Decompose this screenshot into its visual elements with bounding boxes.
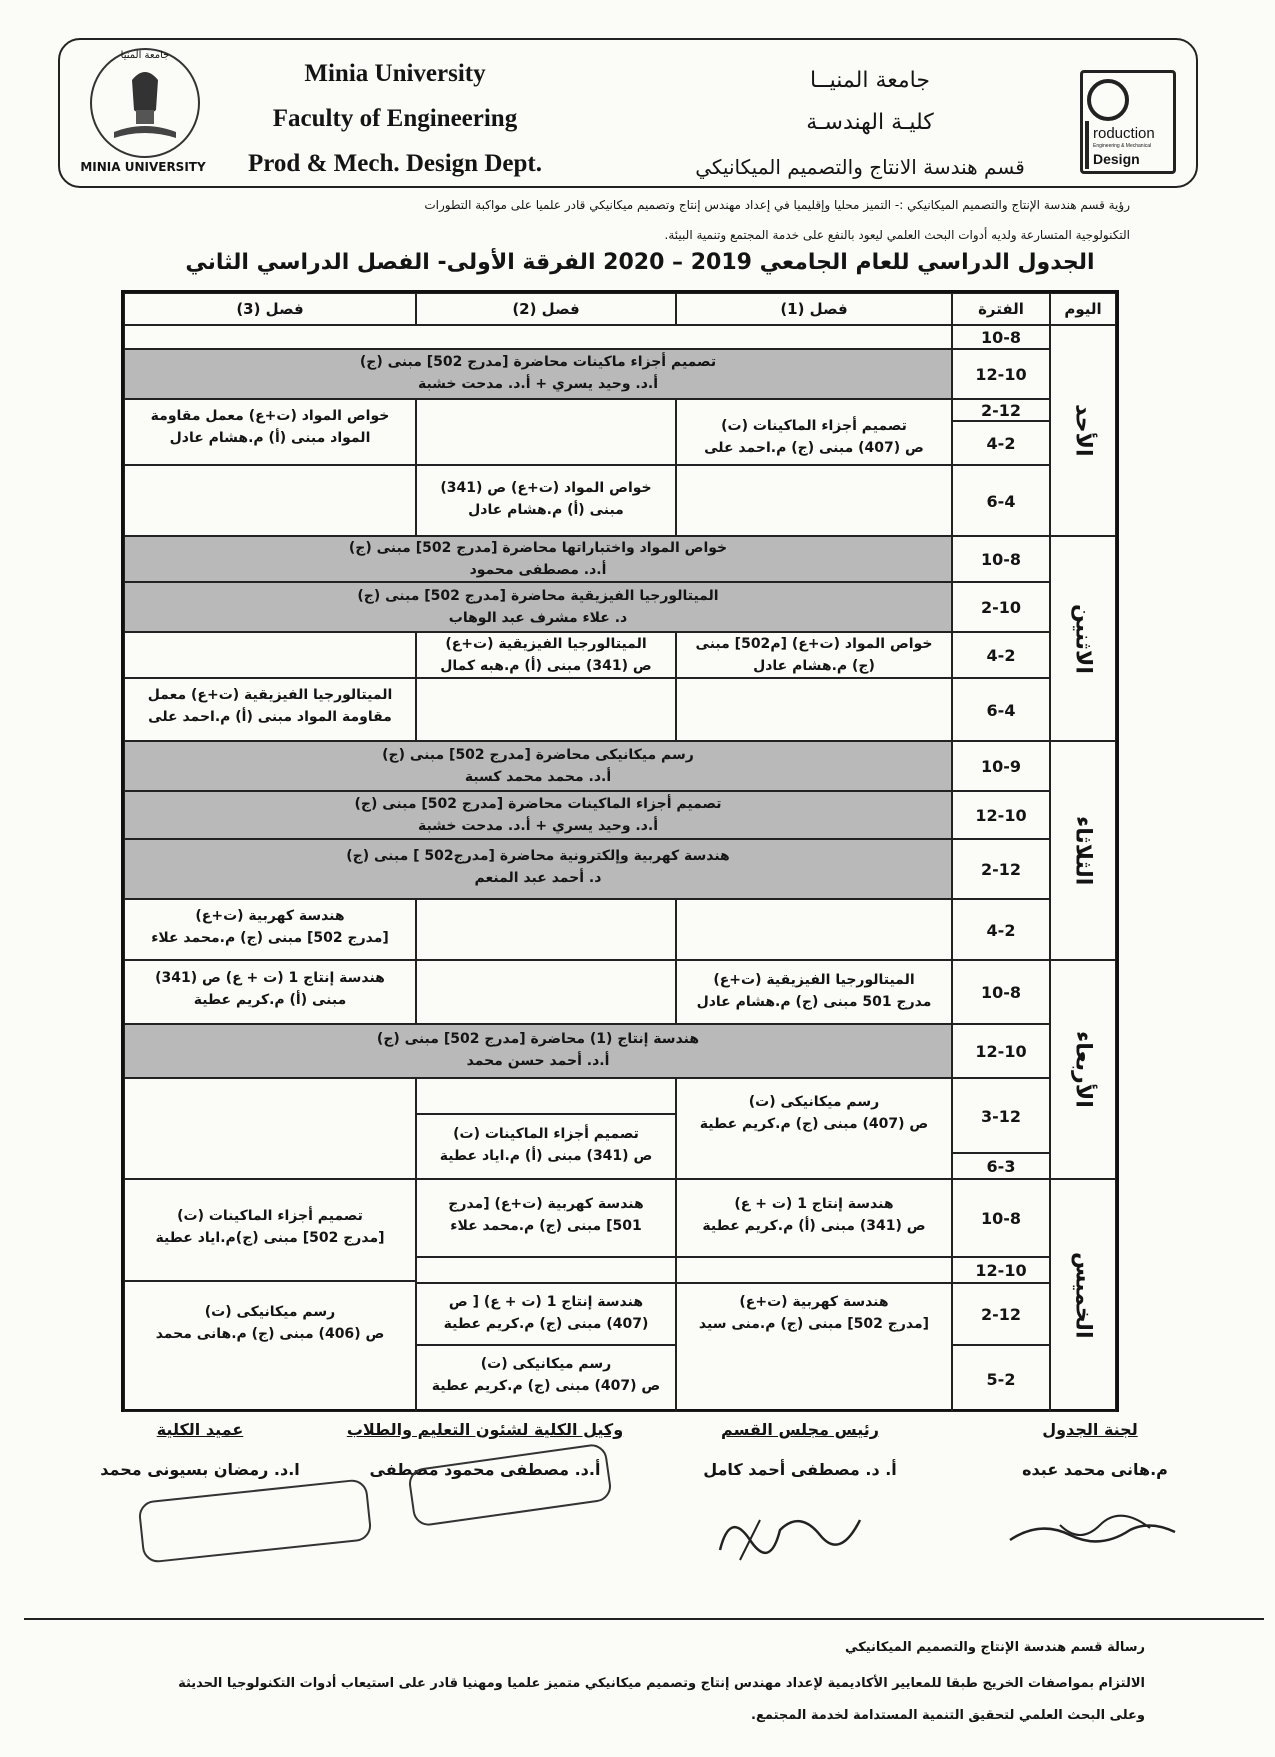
day-monday: الاثنين	[1050, 536, 1116, 741]
course-line: رسم ميكانيكى (ت)	[748, 1094, 880, 1110]
lecture-instructor: د. أحمد عبد المنعم	[474, 870, 602, 886]
mission-title: رسالة قسم هندسة الإنتاج والتصميم الميكانيكي	[844, 1640, 1145, 1655]
course-line: هندسة إنتاج 1 (ت + ع) [ ص	[448, 1294, 644, 1310]
period-label: 2-12	[952, 399, 1050, 421]
class2-text	[416, 633, 676, 677]
day-sunday: الأحد	[1050, 325, 1116, 536]
faculty-name-en: Faculty of Engineering	[272, 105, 518, 132]
room-line: [مدرج 502] مبنى (ج) م.محمد علاء	[151, 930, 389, 946]
period-label: 2-12	[952, 1283, 1050, 1345]
room-line: (407) مبنى (ج) م.كريم عطية	[443, 1316, 649, 1332]
lecture-instructor: أ.د. مصطفى محمود	[469, 562, 607, 578]
class3-text	[124, 1301, 416, 1345]
period-label: 6-4	[952, 465, 1050, 536]
department-name-en: Prod & Mech. Design Dept.	[248, 150, 542, 177]
committee-title: لجنة الجدول	[1042, 1420, 1138, 1439]
period-label: 12-10	[952, 1024, 1050, 1078]
header-class1: فصل (1)	[676, 293, 952, 325]
vice-dean-title: وكيل الكلية لشئون التعليم والطلاب	[346, 1420, 624, 1439]
course-line: تصميم أجزاء الماكينات (ت)	[721, 418, 907, 434]
empty-cell	[676, 465, 952, 536]
header-period: الفترة	[952, 293, 1050, 325]
empty-cell	[676, 678, 952, 741]
class1-text	[676, 1193, 952, 1237]
empty-cell	[416, 899, 676, 960]
period-label: 4-2	[952, 421, 1050, 465]
gear-icon	[1087, 79, 1129, 121]
lecture-text	[124, 793, 952, 837]
logo-word-small: Engineering & Mechanical	[1093, 143, 1152, 149]
dean-stamp	[137, 1478, 372, 1564]
room-line: ص (407) مبنى (ج) م.كريم عطية	[431, 1378, 661, 1394]
logo-arc-text: جامعة المنيا	[120, 50, 170, 61]
lecture-title: الميتالورجيا الفيزيقية محاضرة [مدرج 502] مبنى (ج)	[357, 588, 719, 604]
lecture-title: خواص المواد واختباراتها محاضرة [مدرج 502] مبنى (ج)	[348, 540, 728, 556]
schedule-title: الجدول الدراسي للعام الجامعي 2019 – 2020 الفرقة الأولى- الفصل الدراسي الثاني	[185, 250, 1095, 275]
lecture-title: هندسة إنتاج (1) محاضرة [مدرج 502] مبنى (ج)	[376, 1031, 700, 1047]
logo-word-production: roduction	[1093, 125, 1155, 142]
period-label: 12-10	[952, 1257, 1050, 1283]
department-name-ar: قسم هندسة الانتاج والتصميم الميكانيكي	[695, 155, 1025, 179]
lecture-text	[124, 1028, 952, 1072]
university-name-ar: جامعة المنيــا	[810, 68, 930, 93]
vice-dean-name: أ.د. مصطفى محمود مصطفى	[369, 1460, 601, 1479]
course-line: الميتالورجيا الفيزيقية (ت+ع) معمل	[147, 687, 393, 703]
class2-text	[416, 1291, 676, 1335]
empty-cell	[676, 1257, 952, 1283]
course-line: هندسة إنتاج 1 (ت + ع)	[734, 1196, 894, 1212]
room-line: مبنى (أ) م.كريم عطية	[193, 992, 347, 1008]
mission-line-2: وعلى البحث العلمي لتحقيق التنمية المستدامة لخدمة المجتمع.	[751, 1708, 1145, 1723]
course-line: هندسة كهربية (ت+ع) [مدرج	[448, 1196, 644, 1212]
class3-text	[124, 1205, 416, 1249]
period-label: 4-2	[952, 899, 1050, 960]
class3-text	[124, 405, 416, 449]
course-line: هندسة إنتاج 1 (ت + ع) ص (341)	[155, 970, 385, 986]
committee-name: م.هانى محمد عبده	[1022, 1460, 1168, 1479]
lecture-instructor: أ.د. محمد محمد كسبة	[464, 769, 612, 785]
class2-text	[416, 1193, 676, 1237]
class2-text	[416, 1353, 676, 1397]
room-line: 501] مبنى (ج) م.محمد علاء	[450, 1218, 642, 1234]
empty-cell	[416, 678, 676, 741]
class1-text	[676, 415, 952, 459]
lecture-instructor: أ.د. أحمد حسن محمد	[466, 1053, 610, 1069]
empty-cell	[416, 960, 676, 1024]
dean-title: عميد الكلية	[156, 1420, 244, 1439]
period-label: 10-8	[952, 325, 1050, 349]
course-line: تصميم أجزاء الماكينات (ت)	[177, 1208, 363, 1224]
course-line: تصميم أجزاء الماكينات (ت)	[453, 1126, 639, 1142]
class1-text	[676, 969, 952, 1013]
course-line: هندسة كهربية (ت+ع)	[195, 908, 345, 924]
day-wednesday: الأربعاء	[1050, 960, 1116, 1179]
room-line: [مدرج 502] مبنى (ج)م.اياد عطية	[155, 1230, 385, 1246]
university-name-en: Minia University	[304, 60, 486, 87]
class3-text	[124, 967, 416, 1011]
department-head-signature	[700, 1490, 880, 1570]
room-line: المواد مبنى (أ) م.هشام عادل	[169, 430, 371, 446]
room-line: مبنى (أ) م.هشام عادل	[468, 502, 624, 518]
class1-text	[676, 1091, 952, 1135]
room-line: ص (341) مبنى (أ) م.هبه كمال	[440, 658, 652, 674]
room-line: ص (341) مبنى (أ) م.كريم عطية	[702, 1218, 926, 1234]
day-thursday: الخميس	[1050, 1179, 1116, 1412]
class1-text	[676, 633, 952, 677]
header-class2: فصل (2)	[416, 293, 676, 325]
header-class3: فصل (3)	[124, 293, 416, 325]
empty-cell	[676, 899, 952, 960]
committee-signature	[1000, 1500, 1190, 1560]
room-line: ص (341) مبنى (أ) م.اياد عطية	[439, 1148, 653, 1164]
schedule-table	[121, 290, 1119, 1412]
empty-cell	[124, 1078, 416, 1179]
vice-dean-stamp	[407, 1442, 613, 1527]
period-label: 5-2	[952, 1345, 1050, 1412]
period-label: 6-3	[952, 1153, 1050, 1179]
course-line: رسم ميكانيكى (ت)	[204, 1304, 336, 1320]
room-line: (ج) م.هشام عادل	[753, 658, 875, 674]
empty-cell	[416, 399, 676, 465]
room-line: ص (406) مبنى (ج) م.هانى محمد	[155, 1326, 385, 1342]
lecture-title: تصميم أجزاء الماكينات محاضرة [مدرج 502] مبنى (ج)	[354, 796, 722, 812]
department-head-title: رئيس مجلس القسم	[721, 1420, 879, 1439]
period-label: 4-2	[952, 632, 1050, 678]
empty-cell	[416, 1257, 676, 1283]
lecture-title: رسم ميكانيكى محاضرة [مدرج 502] مبنى (ج)	[382, 747, 694, 763]
footer-divider	[24, 1618, 1264, 1620]
period-label: 2-12	[952, 839, 1050, 899]
class1-text	[676, 1291, 952, 1335]
logo-word-design: Design	[1093, 151, 1140, 167]
class3-text	[124, 684, 416, 728]
lecture-instructor: د. علاء مشرف عبد الوهاب	[448, 610, 628, 626]
vision-line-1: رؤية قسم هندسة الإنتاج والتصميم الميكانيكي :- التميز محليا وإقليميا في إعداد مهندس إنتاج وتصميم ميكانيكي قادر علميا على مواكبة التطورات	[424, 198, 1130, 212]
course-line: رسم ميكانيكى (ت)	[480, 1356, 612, 1372]
minia-university-logo	[90, 48, 200, 158]
logo-caption: MINIA UNIVERSITY	[80, 160, 206, 174]
course-line: الميتالورجيا الفيزيقية (ت+ع)	[713, 972, 915, 988]
dean-name: ا.د. رمضان بسيونى محمد	[100, 1460, 300, 1479]
period-label: 12-10	[952, 349, 1050, 399]
empty-cell	[416, 1078, 676, 1114]
period-label: 3-12	[952, 1078, 1050, 1153]
empty-cell	[124, 465, 416, 536]
department-head-name: أ. د. مصطفى أحمد كامل	[703, 1460, 897, 1479]
lecture-instructor: أ.د. وحيد يسري + أ.د. مدحت خشبة	[417, 818, 659, 834]
period-label: 10-8	[952, 1179, 1050, 1257]
course-line: هندسة كهربية (ت+ع)	[739, 1294, 889, 1310]
room-line: ص (407) مبنى (ج) م.كريم عطية	[699, 1116, 929, 1132]
period-label: 6-4	[952, 678, 1050, 741]
lecture-title: هندسة كهربية وإلكترونية محاضرة [مدرج502 ] مبنى (ج)	[346, 848, 730, 864]
mission-line-1: الالتزام بمواصفات الخريج طبقا للمعايير الأكاديمية لإعداد مهندس إنتاج وتصميم ميكانيكي متميز علميا ومهنيا قادر على استيعاب أدوات التكنولوجيا الحديثة	[178, 1676, 1145, 1691]
lecture-instructor: أ.د. وحيد يسري + أ.د. مدحت خشبة	[417, 376, 659, 392]
class3-text	[124, 905, 416, 949]
empty-cell	[124, 632, 416, 678]
faculty-name-ar: كليـة الهندسـة	[806, 110, 934, 135]
period-label: 10-8	[952, 960, 1050, 1024]
course-line: خواص المواد (ت+ع) [م502] مبنى	[695, 636, 933, 652]
course-line: خواص المواد (ت+ع) ص (341)	[440, 480, 652, 496]
room-line: مقاومة المواد مبنى (أ) م.احمد على	[148, 709, 392, 725]
class2-text	[416, 1123, 676, 1167]
lecture-title: تصميم أجزاء ماكينات محاضرة [مدرج 502] مبنى (ج)	[359, 354, 717, 370]
vision-line-2: التكنولوجية المتسارعة ولديه أدوات البحث العلمي ليعود بالنفع على خدمة المجتمع وتنمية البيئة.	[664, 228, 1130, 242]
room-line: ص (407) مبنى (ج) م.احمد على	[704, 440, 924, 456]
course-line: الميتالورجيا الفيزيقية (ت+ع)	[445, 636, 647, 652]
lecture-text	[124, 351, 952, 395]
production-design-logo	[1080, 70, 1176, 174]
course-line: خواص المواد (ت+ع) معمل مقاومة	[150, 408, 390, 424]
room-line: [مدرج 502] مبنى (ج) م.منى سيد	[698, 1316, 930, 1332]
lecture-text	[124, 585, 952, 629]
class2-text	[416, 477, 676, 521]
period-label: 12-10	[952, 791, 1050, 839]
lecture-text	[124, 845, 952, 889]
period-label: 10-8	[952, 536, 1050, 582]
period-label: 2-10	[952, 582, 1050, 632]
empty-cell	[124, 325, 952, 349]
period-label: 10-9	[952, 741, 1050, 791]
lecture-text	[124, 537, 952, 581]
room-line: مدرج 501 مبنى (ج) م.هشام عادل	[696, 994, 932, 1010]
header-day: اليوم	[1050, 293, 1116, 325]
day-tuesday: الثلاثاء	[1050, 741, 1116, 960]
lecture-text	[124, 744, 952, 788]
